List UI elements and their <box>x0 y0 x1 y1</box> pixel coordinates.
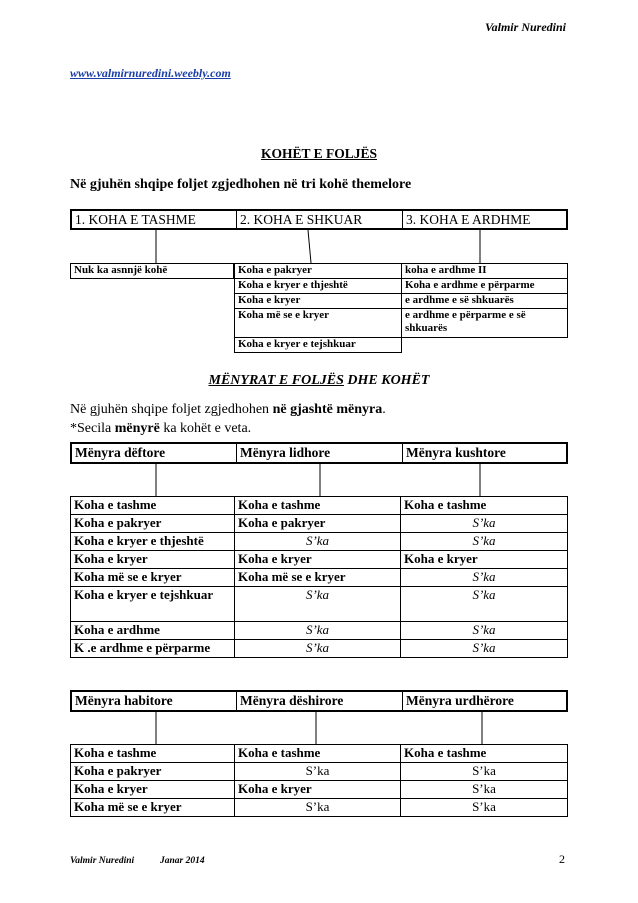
moods-table-2 <box>70 744 568 817</box>
table-cell: S’ka <box>235 763 401 781</box>
past-subtenses <box>234 263 402 353</box>
tense-future: 3. KOHA E ARDHME <box>402 211 566 228</box>
page-title: KOHËT E FOLJËS <box>260 146 378 161</box>
mood-optative: Mënyra dëshirore <box>236 692 402 710</box>
moods-table-1 <box>70 496 568 658</box>
table-cell: S’ka <box>401 799 568 817</box>
table-row <box>71 497 568 515</box>
table-cell: Koha më se e kryer <box>71 799 235 817</box>
moods-header-2 <box>70 690 568 712</box>
footer-date: Janar 2014 <box>160 856 205 866</box>
subtense-item: Nuk ka asnnjë kohë <box>71 264 234 279</box>
table-cell: Koha e ardhme <box>71 622 235 640</box>
table-cell: K .e ardhme e përparme <box>71 640 235 658</box>
table-cell: Koha e tashme <box>401 497 568 515</box>
table-cell: S’ka <box>401 569 568 587</box>
table-cell: Koha e tashme <box>401 745 568 763</box>
mood-subjunctive: Mënyra lidhore <box>236 444 402 462</box>
table-row <box>71 781 568 799</box>
table-row <box>71 533 568 551</box>
table-cell: Koha e kryer <box>235 551 401 569</box>
table-row <box>71 745 568 763</box>
table-cell: Koha e kryer <box>71 551 235 569</box>
table-cell: Koha e kryer <box>401 551 568 569</box>
mood-indicative: Mënyra dëftore <box>75 445 166 460</box>
table-cell: Koha e kryer e thjeshtë <box>71 533 235 551</box>
table-cell: S’ka <box>235 622 401 640</box>
table-cell: S’ka <box>401 781 568 799</box>
table-cell: S’ka <box>401 533 568 551</box>
header-url-link[interactable]: www.valmirnuredini.weebly.com <box>70 66 231 80</box>
table-cell: Koha e pakryer <box>71 515 235 533</box>
table-cell: S’ka <box>235 799 401 817</box>
subtense-item: Koha e kryer <box>235 294 402 309</box>
mood-habitual: Mënyra habitore <box>75 693 173 708</box>
present-subtenses <box>70 263 234 279</box>
header-author: Valmir Nuredini <box>484 20 566 34</box>
mood-conditional: Mënyra kushtore <box>402 444 566 462</box>
moods-paragraph: Në gjuhën shqipe foljet zgjedhohen në gjashtë mënyra. <box>70 402 386 417</box>
footer-author: Valmir Nuredini <box>70 856 135 866</box>
table-row <box>71 799 568 817</box>
tense-present: 1. KOHA E TASHME <box>75 212 196 227</box>
table-cell: S’ka <box>235 533 401 551</box>
subtense-item: e ardhme e përparme e së shkuarës <box>402 309 568 338</box>
section-title-moods: MËNYRAT E FOLJËS DHE KOHËT <box>208 373 430 388</box>
table-cell: S’ka <box>401 515 568 533</box>
table-cell: S’ka <box>401 622 568 640</box>
table-cell: S’ka <box>401 587 568 622</box>
table-cell: Koha e tashme <box>71 497 235 515</box>
subtense-item: Koha më se e kryer <box>235 309 402 338</box>
subtense-item: e ardhme e së shkuarës <box>402 294 568 309</box>
table-cell: S’ka <box>401 640 568 658</box>
future-subtenses <box>401 263 568 338</box>
table-row <box>71 640 568 658</box>
subtense-item: Koha e kryer e thjeshtë <box>235 279 402 294</box>
subtense-item: Koha e ardhme e përparme <box>402 279 568 294</box>
table-cell: Koha e kryer <box>235 781 401 799</box>
table-cell: Koha më se e kryer <box>235 569 401 587</box>
moods-note: *Secila mënyrë ka kohët e veta. <box>70 421 252 436</box>
table-cell: Koha e pakryer <box>71 763 235 781</box>
table-cell: Koha e tashme <box>235 745 401 763</box>
table-cell: Koha e kryer <box>71 781 235 799</box>
subtense-item: koha e ardhme II <box>402 264 568 279</box>
subtense-item: Koha e kryer e tejshkuar <box>235 338 402 353</box>
table-cell: Koha më se e kryer <box>71 569 235 587</box>
moods-header-1 <box>70 442 568 464</box>
table-cell: Koha e pakryer <box>235 515 401 533</box>
mood-imperative: Mënyra urdhërore <box>402 692 566 710</box>
table-row <box>71 587 568 622</box>
table-cell: Koha e kryer e tejshkuar <box>71 587 235 622</box>
tense-past: 2. KOHA E SHKUAR <box>236 211 402 228</box>
table-row <box>71 622 568 640</box>
table-row <box>71 515 568 533</box>
table-row <box>71 551 568 569</box>
intro-text: Në gjuhën shqipe foljet zgjedhohen në tri kohë themelore <box>70 177 412 192</box>
table-cell: S’ka <box>235 640 401 658</box>
table-row <box>71 763 568 781</box>
table-cell: Koha e tashme <box>71 745 235 763</box>
table-cell: S’ka <box>401 763 568 781</box>
page-number: 2 <box>559 852 565 866</box>
table-row <box>71 569 568 587</box>
table-cell: S’ka <box>235 587 401 622</box>
table-cell: Koha e tashme <box>235 497 401 515</box>
subtense-item: Koha e pakryer <box>235 264 402 279</box>
